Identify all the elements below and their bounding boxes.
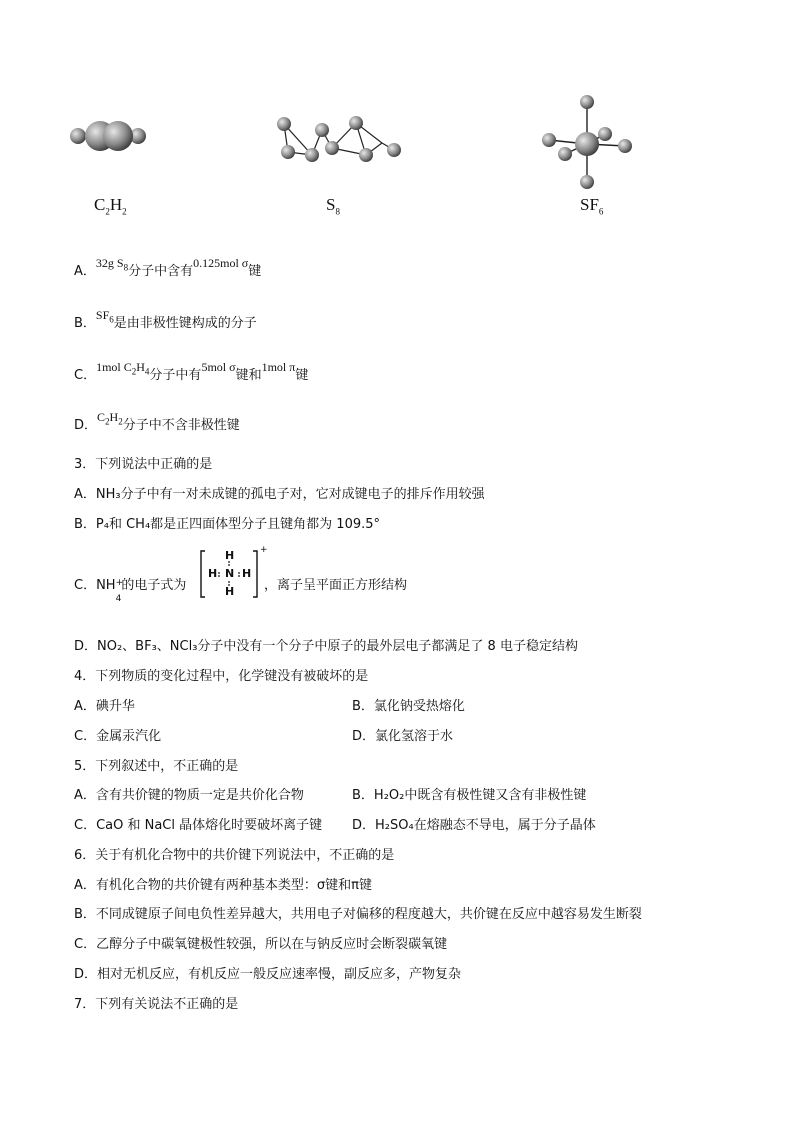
q4-option-c: C．金属汞汽化 xyxy=(74,729,162,744)
q5-option-a: A．含有共价键的物质一定是共价化合物 xyxy=(74,788,304,803)
lewis-h-left: H xyxy=(208,567,218,580)
q5-option-d: D．H₂SO₄在熔融态不导电，属于分子晶体 xyxy=(352,818,596,833)
q6-option-d: D．相对无机反应，有机反应一般反应速率慢，副反应多，产物复杂 xyxy=(74,967,462,982)
q6-option-c: C．乙醇分子中碳氧键极性较强，所以在与钠反应时会断裂碳氧键 xyxy=(74,937,448,952)
q4-option-a: A．碘升华 xyxy=(74,699,135,714)
lewis-h-bottom: H xyxy=(225,585,235,598)
q3-option-d: D．NO₂、BF₃、NCl₃分子中没有一个分子中原子的最外层电子都满足了 8 电子稳定结构 xyxy=(74,639,578,654)
q5-stem: 5．下列叙述中，不正确的是 xyxy=(74,759,239,774)
q2-option-a: A．32g $S_8$分子中含有0.125mol σ键 xyxy=(74,256,262,279)
q4-option-b: B．氯化钠受热熔化 xyxy=(352,699,465,714)
s8-model xyxy=(270,108,410,170)
caption-s8: $S_8$ xyxy=(326,195,340,217)
lewis-n-center: N xyxy=(225,567,235,580)
q3-option-c-post: ，离子呈平面正方形结构 xyxy=(264,578,408,593)
q2-option-d: D．$C_2H_2$分子中不含非极性键 xyxy=(74,410,240,433)
caption-c2h2: $C_2H_2$ xyxy=(94,195,127,217)
sf6-model xyxy=(535,92,635,192)
lewis-charge: + xyxy=(260,545,268,555)
q5-option-b: B．H₂O₂中既含有极性键又含有非极性键 xyxy=(352,788,587,803)
q3-option-a: A．NH₃分子中有一对未成键的孤电子对，它对成键电子的排斥作用较强 xyxy=(74,487,485,502)
nh4-lewis-structure xyxy=(199,549,259,599)
caption-sf6: $SF_6$ xyxy=(580,195,604,217)
lewis-h-right: H xyxy=(242,567,252,580)
q2-option-c: C．1mol $C_2H_4$分子中有5mol σ键和1mol π键 xyxy=(74,360,309,383)
q3-option-c-pre: C．$NH_4$ + 的电子式为 xyxy=(74,578,187,604)
q7-stem: 7．下列有关说法不正确的是 xyxy=(74,997,239,1012)
q6-option-b: B．不同成键原子间电负性差异越大，共用电子对偏移的程度越大，共价键在反应中越容易发生断裂 xyxy=(74,907,642,922)
q5-option-c: C．CaO 和 NaCl 晶体熔化时要破坏离子键 xyxy=(74,818,323,833)
q6-option-a: A．有机化合物的共价键有两种基本类型：σ键和π键 xyxy=(74,878,372,893)
lewis-h-top: H xyxy=(225,549,235,562)
c2h2-model xyxy=(66,110,156,160)
q2-option-b: B．$SF_6$是由非极性键构成的分子 xyxy=(74,308,257,331)
q4-option-d: D．氯化氢溶于水 xyxy=(352,729,454,744)
q3-option-b: B．P₄和 CH₄都是正四面体型分子且键角都为 109.5° xyxy=(74,517,381,532)
q4-stem: 4．下列物质的变化过程中，化学键没有被破坏的是 xyxy=(74,669,369,684)
q3-stem: 3．下列说法中正确的是 xyxy=(74,457,213,472)
q6-stem: 6．关于有机化合物中的共价键下列说法中，不正确的是 xyxy=(74,848,395,863)
